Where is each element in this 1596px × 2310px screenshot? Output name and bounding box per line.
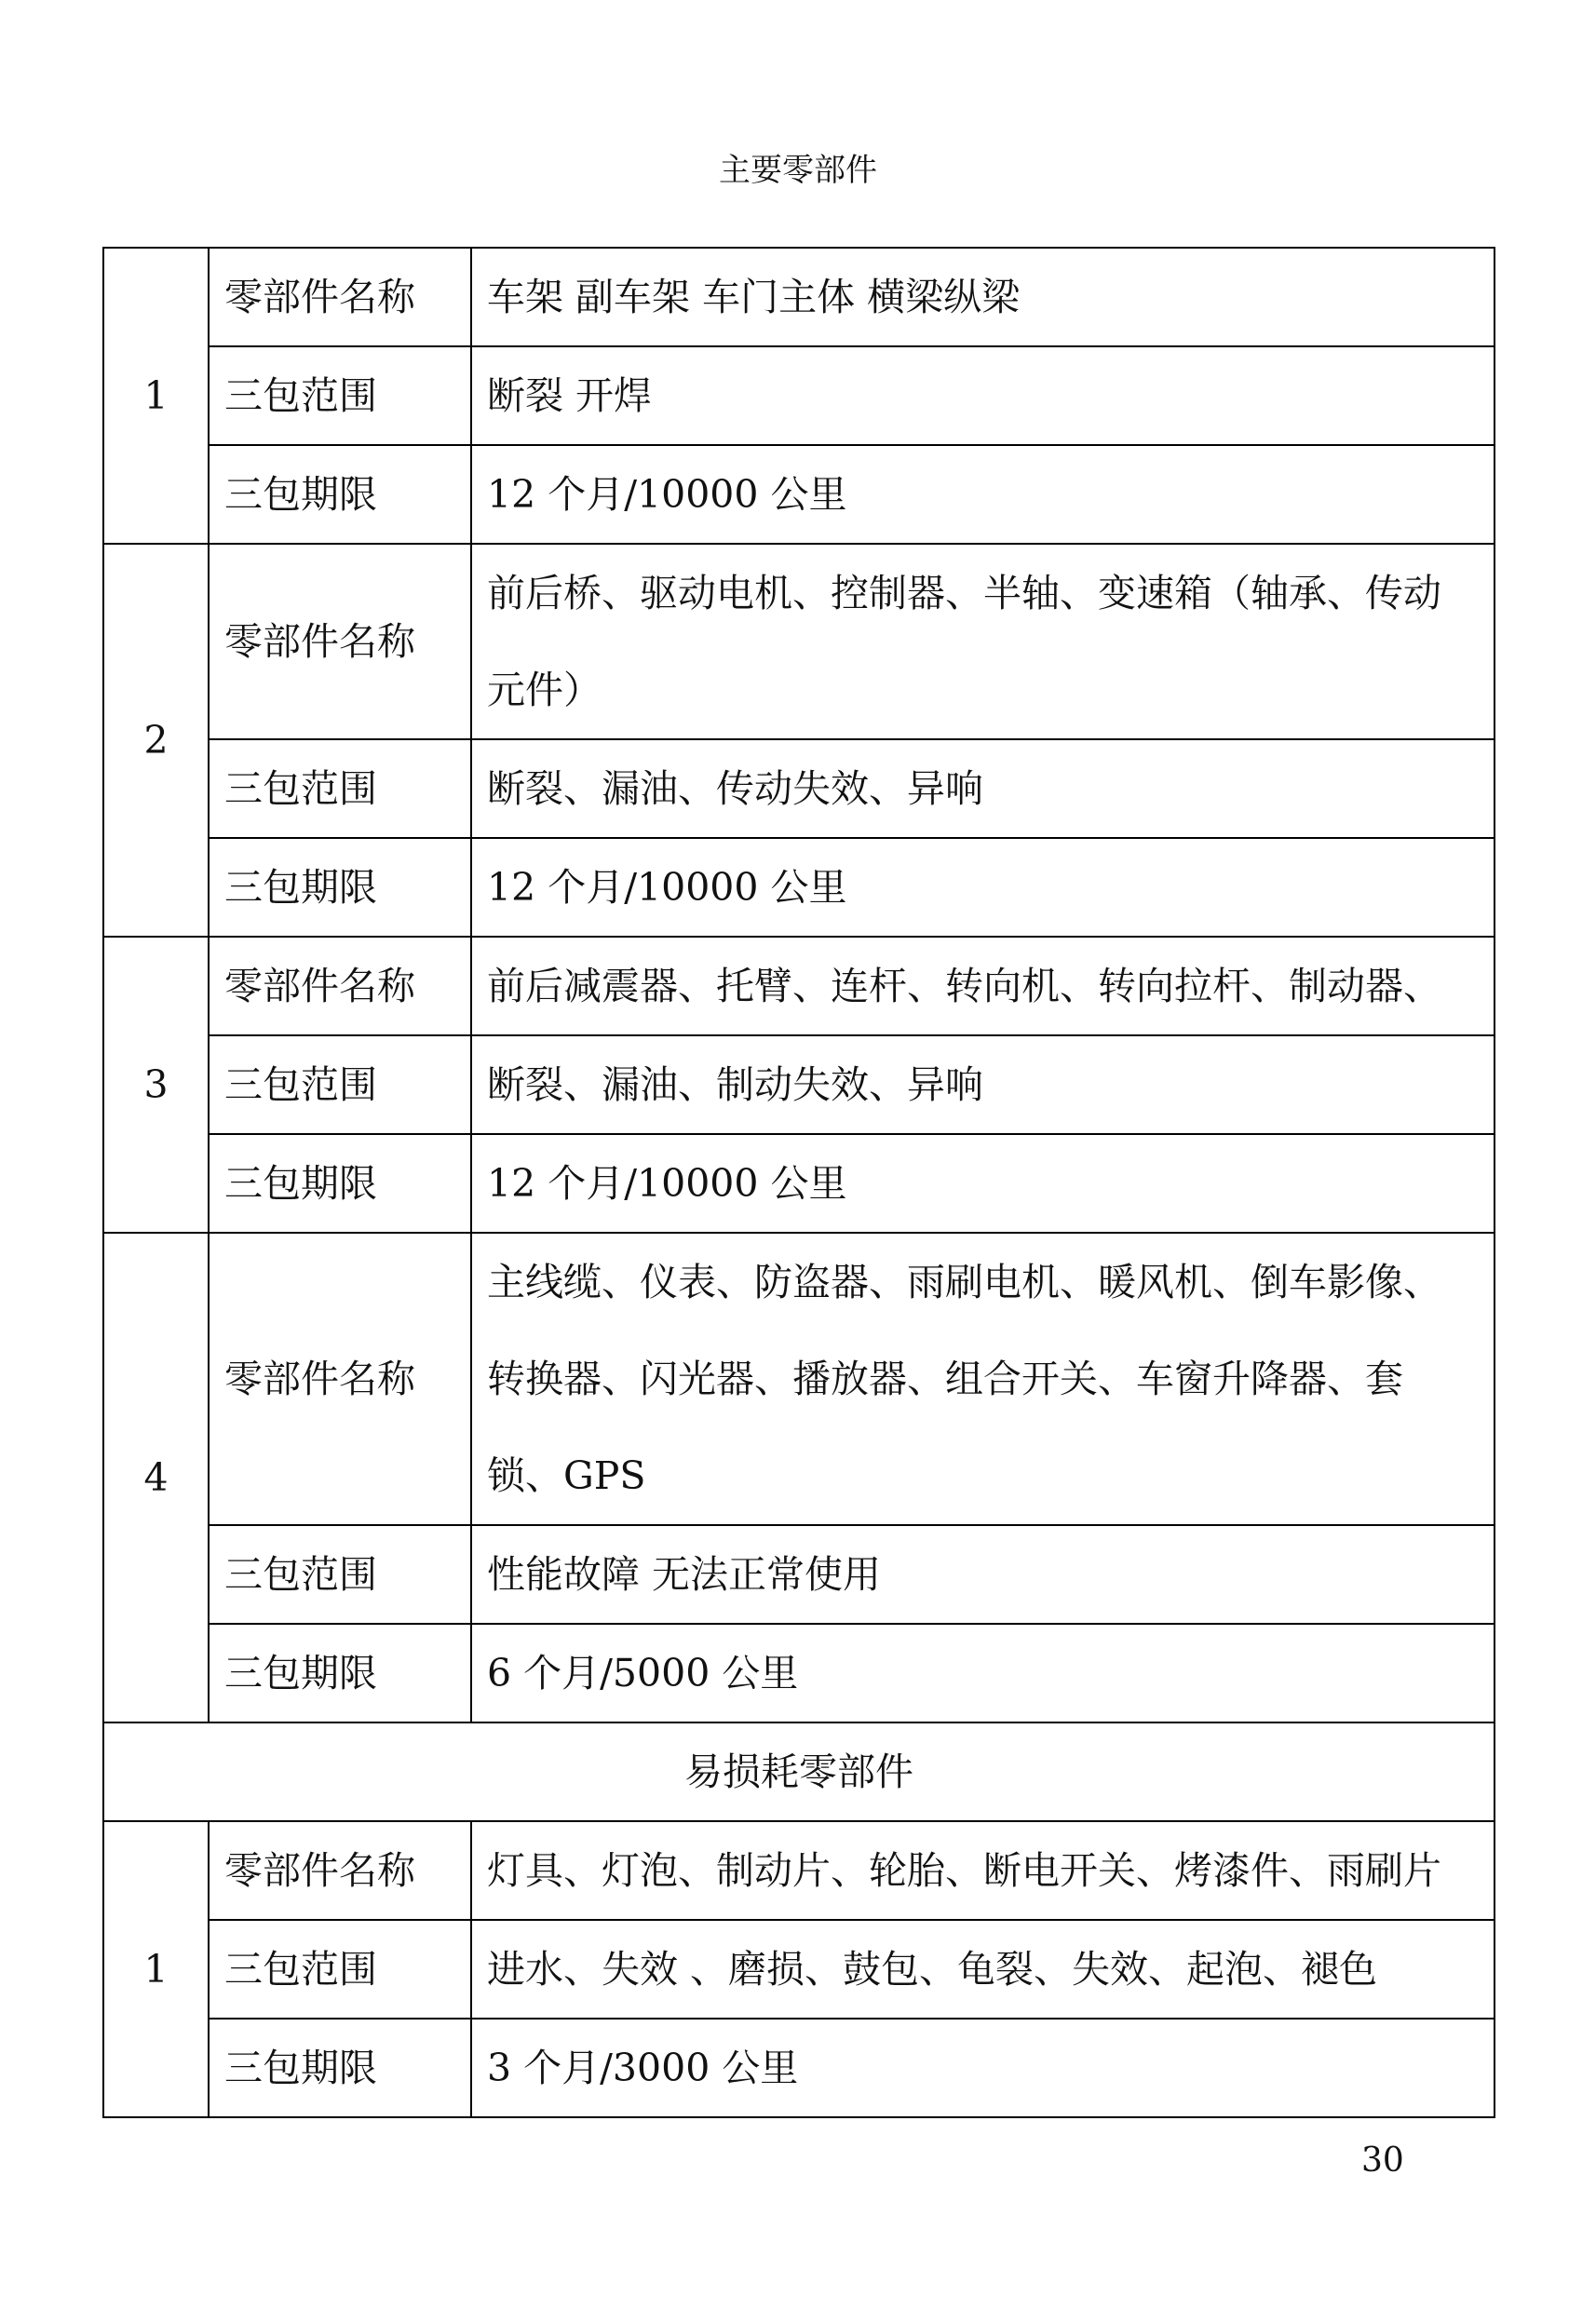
row-value: 12 个月/10000 公里 xyxy=(471,445,1495,544)
row-label: 零部件名称 xyxy=(209,1233,471,1525)
table-row xyxy=(103,1624,1495,1722)
group-number: 2 xyxy=(103,544,209,937)
row-label: 零部件名称 xyxy=(209,248,471,346)
row-label: 零部件名称 xyxy=(209,1821,471,1920)
row-label: 三包期限 xyxy=(209,1134,471,1233)
section-title: 易损耗零部件 xyxy=(103,1722,1495,1821)
group-number: 4 xyxy=(103,1233,209,1722)
row-value: 断裂、漏油、传动失效、异响 xyxy=(471,739,1495,838)
row-label: 三包范围 xyxy=(209,1035,471,1134)
row-value: 前后桥、驱动电机、控制器、半轴、变速箱（轴承、传动元件） xyxy=(471,544,1495,739)
row-label: 三包范围 xyxy=(209,739,471,838)
row-label: 三包期限 xyxy=(209,838,471,937)
section-header-row xyxy=(103,1722,1495,1821)
row-value: 断裂 开焊 xyxy=(471,346,1495,445)
table-row xyxy=(103,544,1495,739)
table-row xyxy=(103,445,1495,544)
row-value: 断裂、漏油、制动失效、异响 xyxy=(471,1035,1495,1134)
table-row xyxy=(103,838,1495,937)
table-row xyxy=(103,346,1495,445)
row-value: 车架 副车架 车门主体 横梁纵梁 xyxy=(471,248,1495,346)
table-row xyxy=(103,1920,1495,2019)
row-label: 三包期限 xyxy=(209,1624,471,1722)
table-row xyxy=(103,248,1495,346)
table-row xyxy=(103,1134,1495,1233)
row-label: 三包期限 xyxy=(209,2019,471,2117)
page-title: 主要零部件 xyxy=(719,152,877,189)
row-value: 6 个月/5000 公里 xyxy=(471,1624,1495,1722)
row-label: 三包范围 xyxy=(209,346,471,445)
table-row xyxy=(103,1035,1495,1134)
row-label: 零部件名称 xyxy=(209,544,471,739)
table-row xyxy=(103,1525,1495,1624)
table-row xyxy=(103,739,1495,838)
group-number: 1 xyxy=(103,248,209,544)
row-label: 三包期限 xyxy=(209,445,471,544)
row-value: 主线缆、仪表、防盗器、雨刷电机、暖风机、倒车影像、转换器、闪光器、播放器、组合开关、车窗升降器、套锁、GPS xyxy=(471,1233,1495,1525)
row-value: 3 个月/3000 公里 xyxy=(471,2019,1495,2117)
row-value: 12 个月/10000 公里 xyxy=(471,838,1495,937)
table-row xyxy=(103,937,1495,1035)
table-row xyxy=(103,1821,1495,1920)
group-number: 1 xyxy=(103,1821,209,2117)
row-value: 性能故障 无法正常使用 xyxy=(471,1525,1495,1624)
table-row xyxy=(103,1233,1495,1525)
page-number: 30 xyxy=(1361,2141,1404,2180)
row-value: 12 个月/10000 公里 xyxy=(471,1134,1495,1233)
row-label: 三包范围 xyxy=(209,1920,471,2019)
warranty-parts-table xyxy=(102,247,1495,2118)
group-number: 3 xyxy=(103,937,209,1233)
row-value: 灯具、灯泡、制动片、轮胎、断电开关、烤漆件、雨刷片 xyxy=(471,1821,1495,1920)
row-label: 三包范围 xyxy=(209,1525,471,1624)
row-value: 前后减震器、托臂、连杆、转向机、转向拉杆、制动器、 xyxy=(471,937,1495,1035)
row-value: 进水、失效 、磨损、鼓包、龟裂、失效、起泡、褪色 xyxy=(471,1920,1495,2019)
table-row xyxy=(103,2019,1495,2117)
row-label: 零部件名称 xyxy=(209,937,471,1035)
